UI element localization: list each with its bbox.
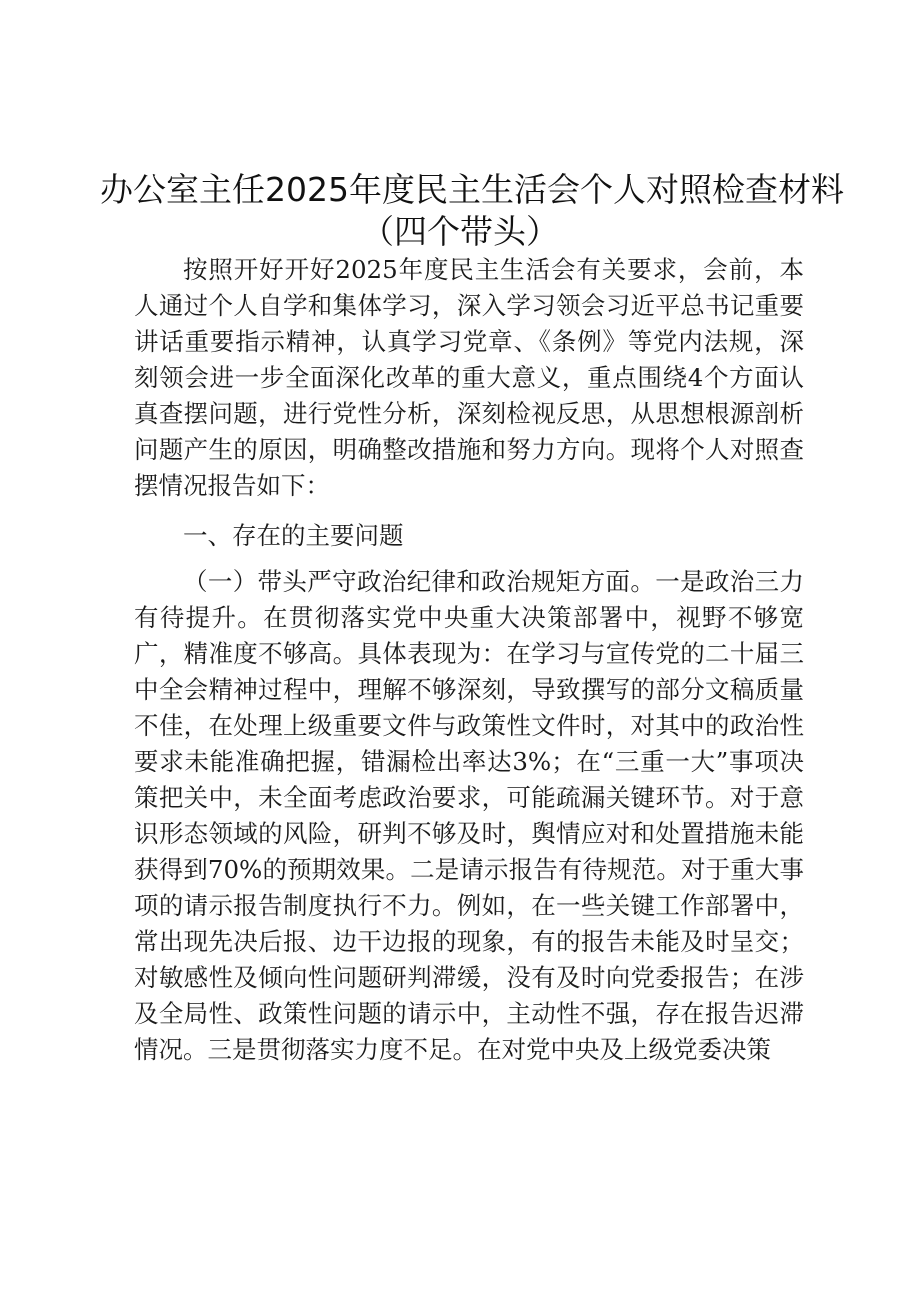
document-title-line2: （四个带头） bbox=[361, 212, 559, 251]
document-title-line1: 办公室主任2025年度民主生活会个人对照检查材料 bbox=[100, 170, 844, 209]
section-heading: 一、存在的主要问题 bbox=[183, 521, 404, 550]
section-paragraph: （一）带头严守政治纪律和政治规矩方面。一是政治三力有待提升。在贯彻落实党中央重大决策部署中，视野不够宽广，精准度不够高。具体表现为：在学习与宣传党的二十届三中全会精神过程中，理解不够深刻，导致撰写的部分文稿质量不佳，在处理上级重要文件与政策性文件时，对其中的政治性要求未能准确把握，错漏检出率达3%；在“三重一大”事项决策把关中，未全面考虑政治要求，可能疏漏关键环节。对于意识形态领域的风险，研判不够及时，舆情应对和处置措施未能获得到70%的预期效果。二是请示报告有待规范。对于重大事项的请示报告制度执行不力。例如，在一些关键工作部署中，常出现先决后报、边干边报的现象，有的报告未能及时呈交；对敏感性及倾向性问题研判滞缓，没有及时向党委报告；在涉及全局性、政策性问题的请示中，主动性不强，存在报告迟滞情况。三是贯彻落实力度不足。在对党中央及上级党委决策 bbox=[134, 567, 804, 1064]
intro-paragraph: 按照开好开好2025年度民主生活会有关要求，会前，本人通过个人自学和集体学习，深入学习领会习近平总书记重要讲话重要指示精神，认真学习党章、《条例》等党内法规，深刻领会进一步全面深化改革的重大意义，重点围绕4个方面认真查摆问题，进行党性分析，深刻检视反思，从思想根源剖析问题产生的原因，明确整改措施和努力方向。现将个人对照查摆情况报告如下： bbox=[134, 255, 804, 500]
